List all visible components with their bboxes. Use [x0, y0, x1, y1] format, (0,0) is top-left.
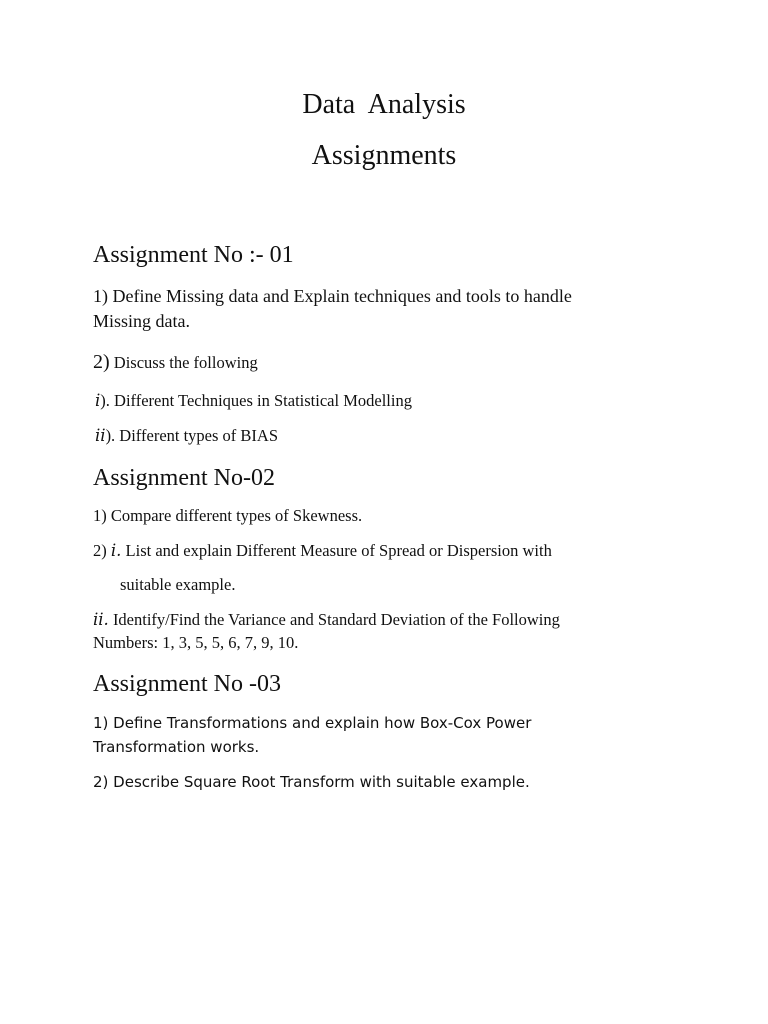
assignment-2-heading: Assignment No-02 [93, 465, 275, 491]
assignment-3-question-1-line-2: Transformation works. [93, 738, 260, 756]
assignment-2-question-1: 1) Compare different types of Skewness. [93, 506, 363, 525]
assignment-2-question-2-prefix: 2) [93, 541, 111, 560]
assignment-1-question-2-item-i [95, 390, 412, 412]
item-i-marker: i. [110, 541, 122, 560]
assignment-2-question-2-item-ii-line-2: Numbers: 1, 3, 5, 5, 6, 7, 9, 10. [93, 633, 299, 652]
assignment-2-question-2-item-ii-line-1 [93, 609, 560, 631]
item-ii-marker: ii. [93, 610, 109, 629]
assignment-1-question-2-text: Discuss the following [109, 353, 258, 372]
document-title-line-2: Assignments [311, 140, 457, 171]
assignment-1-question-1-line-2: Missing data. [93, 311, 190, 331]
item-i-marker: i [95, 391, 101, 410]
assignment-2-question-2-item-i-line-1 [93, 540, 552, 562]
item-ii-text: ). Different types of BIAS [105, 426, 279, 445]
item-ii-text-line-1: Identify/Find the Variance and Standard Deviation of the Following [108, 610, 560, 629]
item-ii-marker: ii [95, 426, 106, 445]
item-i-text-line-1: List and explain Different Measure of Spread or Dispersion with [121, 541, 552, 560]
assignment-2-question-2-item-i-line-2: suitable example. [120, 575, 236, 594]
assignment-1-question-2 [93, 351, 258, 374]
assignment-3-question-1-line-1: 1) Define Transformations and explain how Box-Cox Power [93, 714, 532, 732]
item-i-text: ). Different Techniques in Statistical Modelling [100, 391, 412, 410]
assignment-1-question-2-item-ii [95, 425, 278, 447]
assignment-1-heading: Assignment No :- 01 [93, 242, 294, 268]
assignment-3-heading: Assignment No -03 [93, 671, 281, 697]
document-title-line-1: Data Analysis [302, 89, 466, 120]
assignment-1-question-2-number: 2) [93, 351, 110, 373]
assignment-1-question-1-line-1: 1) Define Missing data and Explain techniques and tools to handle [93, 286, 572, 306]
assignment-3-question-2: 2) Describe Square Root Transform with suitable example. [93, 773, 530, 791]
